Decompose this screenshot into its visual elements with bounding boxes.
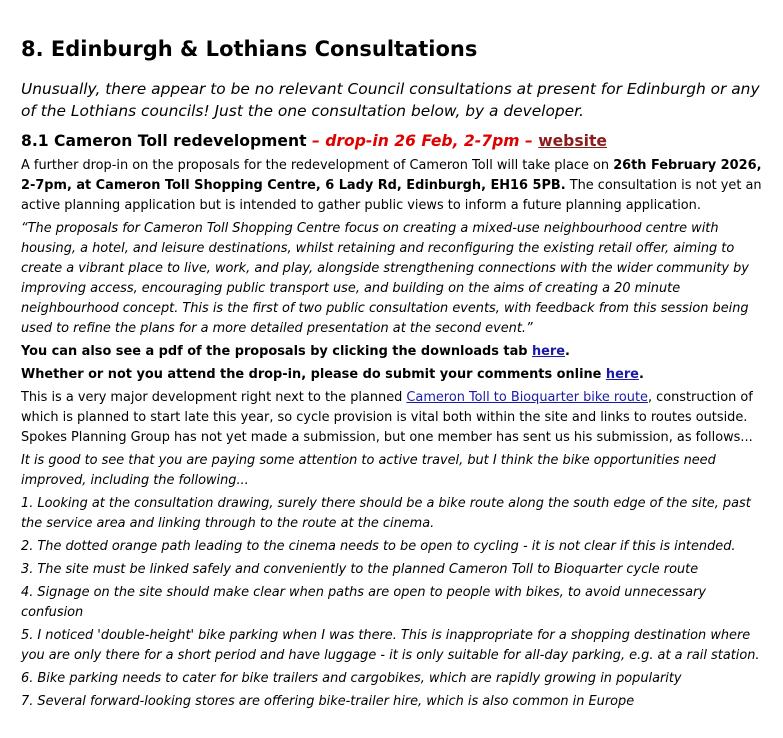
comments-paragraph: Whether or not you attend the drop-in, please do submit your comments online here. (21, 367, 644, 382)
major-development-paragraph (21, 388, 769, 428)
submission-point-6: 6. Bike parking needs to cater for bike trailers and cargobikes, which are rapidly growing in popularity (21, 671, 682, 686)
major-text-end: , construction of which is planned to start late this year, so cycle provision is vital both within the site and links to routes outside. (21, 390, 753, 425)
dropin-details: 26th February 2026, 2-7pm, at Cameron Toll Shopping Centre, 6 Lady Rd, Edinburgh, EH16 5PB. (21, 158, 762, 193)
subsection-heading (21, 130, 769, 153)
comments-text: Whether or not you attend the drop-in, please do submit your comments online (21, 367, 606, 382)
bike-route-link[interactable]: Cameron Toll to Bioquarter bike route (406, 390, 648, 405)
submission-point-5: 5. I noticed 'double-height' bike parking when I was there. This is inappropriate for a shopping destination where you are only there for a short period and have luggage - it is only suitable for all-day parking, e.g. at a rail station. (21, 628, 760, 663)
section-intro: Unusually, there appear to be no relevant Council consultations at present for Edinburgh or any of the Lothians councils! Just the one consultation below, by a developer. (21, 80, 760, 120)
dropin-paragraph (21, 156, 769, 216)
dropin-text-start: A further drop-in on the proposals for the redevelopment of Cameron Toll will take place on (21, 158, 614, 173)
website-link[interactable]: website (538, 132, 607, 150)
pdf-text: You can also see a pdf of the proposals by clicking the downloads tab (21, 344, 532, 359)
subsection-title: 8.1 Cameron Toll redevelopment (21, 132, 307, 150)
submission-point-3: 3. The site must be linked safely and conveniently to the planned Cameron Toll to Bioquarter cycle route (21, 562, 699, 577)
comments-here-link[interactable]: here (605, 367, 639, 382)
spokes-paragraph: Spokes Planning Group has not yet made a submission, but one member has sent us his submission, as follows... (21, 430, 753, 445)
major-text-start: This is a very major development right next to the planned (21, 390, 407, 405)
dropin-note: – drop-in 26 Feb, 2-7pm – (311, 132, 533, 150)
section-title: 8. Edinburgh & Lothians Consultations (21, 37, 478, 61)
submission-intro: It is good to see that you are paying some attention to active travel, but I think the bike opportunities need improved, including the following... (21, 453, 716, 488)
pdf-paragraph: You can also see a pdf of the proposals by clicking the downloads tab here. (21, 344, 570, 359)
submission-point-4: 4. Signage on the site should make clear when paths are open to people with bikes, to avoid unnecessary confusion (21, 585, 706, 620)
developer-quote: “The proposals for Cameron Toll Shopping Centre focus on creating a mixed-use neighbourhood centre with housing, a hotel, and leisure destinations, whilst retaining and reconfiguring the existing retail offer, aiming to create a vibrant place to live, work, and play, alongside strengthening connections with the wider community by improving access, encouraging public transport use, and building on the aims of creating a 20 minute neighbourhood concept. This is the first of two public consultation events, with feedback from this session being used to refine the plans for a more detailed presentation at the second event.” (21, 221, 749, 336)
pdf-here-link[interactable]: here (532, 344, 566, 359)
dropin-text-end: The consultation is not yet an active planning application but is intended to gather public views to inform a future planning application. (21, 178, 762, 213)
submission-point-1: 1. Looking at the consultation drawing, surely there should be a bike route along the south edge of the site, past the service area and linking through to the route at the cinema. (21, 496, 751, 531)
submission-point-7: 7. Several forward-looking stores are offering bike-trailer hire, which is also common in Europe (21, 694, 635, 709)
submission-point-2: 2. The dotted orange path leading to the cinema needs to be open to cycling - it is not clear if this is intended. (21, 539, 736, 554)
